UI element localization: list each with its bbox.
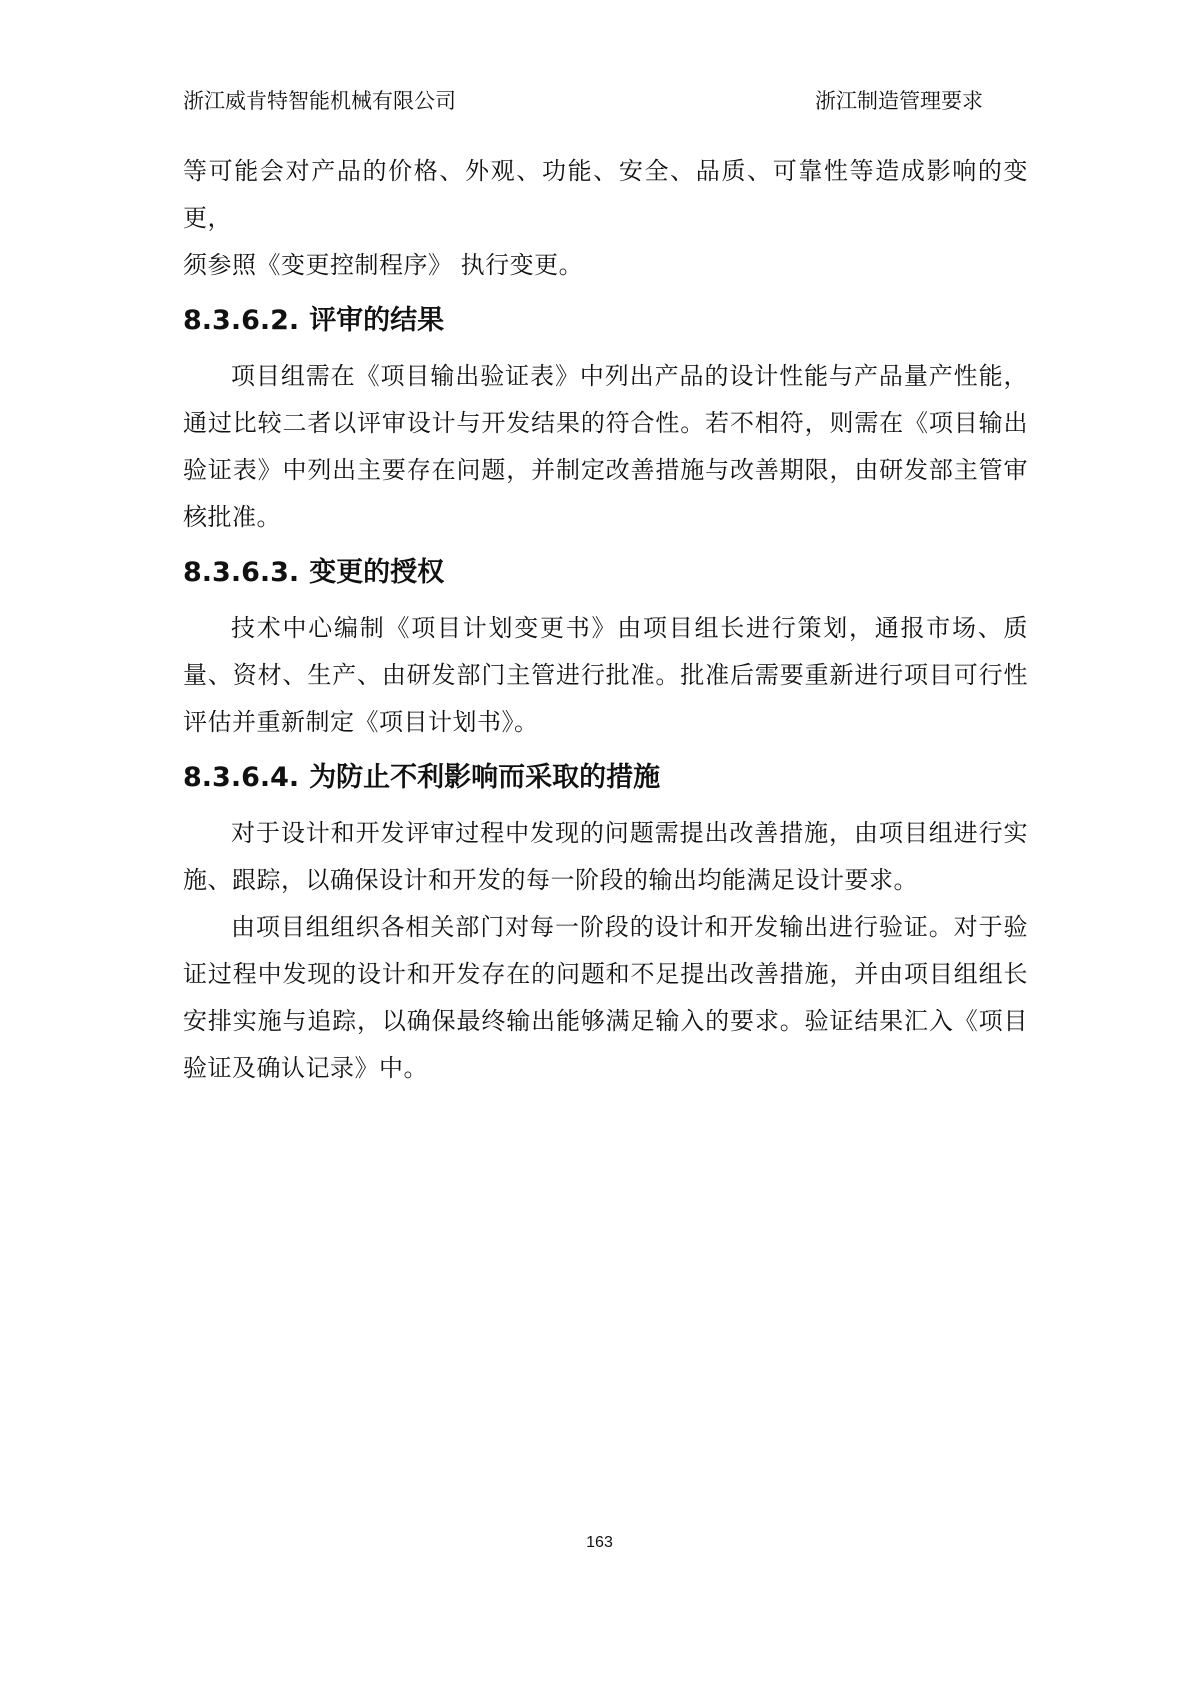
section-title: 评审的结果 [309, 305, 445, 336]
section-heading-8-3-6-4 [183, 746, 1028, 810]
section-heading-8-3-6-2 [183, 289, 1028, 353]
section-title: 变更的授权 [309, 557, 445, 588]
section-number: 8.3.6.4. [183, 762, 300, 793]
section-number: 8.3.6.2. [183, 305, 300, 336]
section-heading-8-3-6-3 [183, 541, 1028, 605]
section-paragraph: 技术中心编制《项目计划变更书》由项目组长进行策划，通报市场、质量、资材、生产、由研发部门主管进行批准。批准后需要重新进行项目可行性评估并重新制定《项目计划书》。 [183, 614, 1028, 736]
intro-line-1: 等可能会对产品的价格、外观、功能、安全、品质、可靠性等造成影响的变更， [183, 157, 1028, 232]
intro-line-2: 须参照《变更控制程序》 执行变更。 [183, 251, 584, 279]
section-paragraph-2: 由项目组组织各相关部门对每一阶段的设计和开发输出进行验证。对于验证过程中发现的设计和开发存在的问题和不足提出改善措施，并由项目组组长安排实施与追踪，以确保最终输出能够满足输入的要求。验证结果汇入《项目验证及确认记录》中。 [183, 913, 1028, 1082]
page-content [183, 148, 1028, 1092]
page-number: 163 [586, 1534, 613, 1551]
page-header [183, 86, 983, 116]
header-document-title: 浙江制造管理要求 [815, 89, 983, 113]
section-paragraph: 对于设计和开发评审过程中发现的问题需提出改善措施，由项目组进行实施、跟踪，以确保设计和开发的每一阶段的输出均能满足设计要求。 [183, 819, 1028, 894]
header-company-name: 浙江威肯特智能机械有限公司 [183, 89, 456, 113]
section-title: 为防止不利影响而采取的措施 [309, 762, 661, 793]
section-number: 8.3.6.3. [183, 557, 300, 588]
section-paragraph: 项目组需在《项目输出验证表》中列出产品的设计性能与产品量产性能，通过比较二者以评审设计与开发结果的符合性。若不相符，则需在《项目输出验证表》中列出主要存在问题，并制定改善措施与改善期限，由研发部主管审核批准。 [183, 362, 1028, 531]
